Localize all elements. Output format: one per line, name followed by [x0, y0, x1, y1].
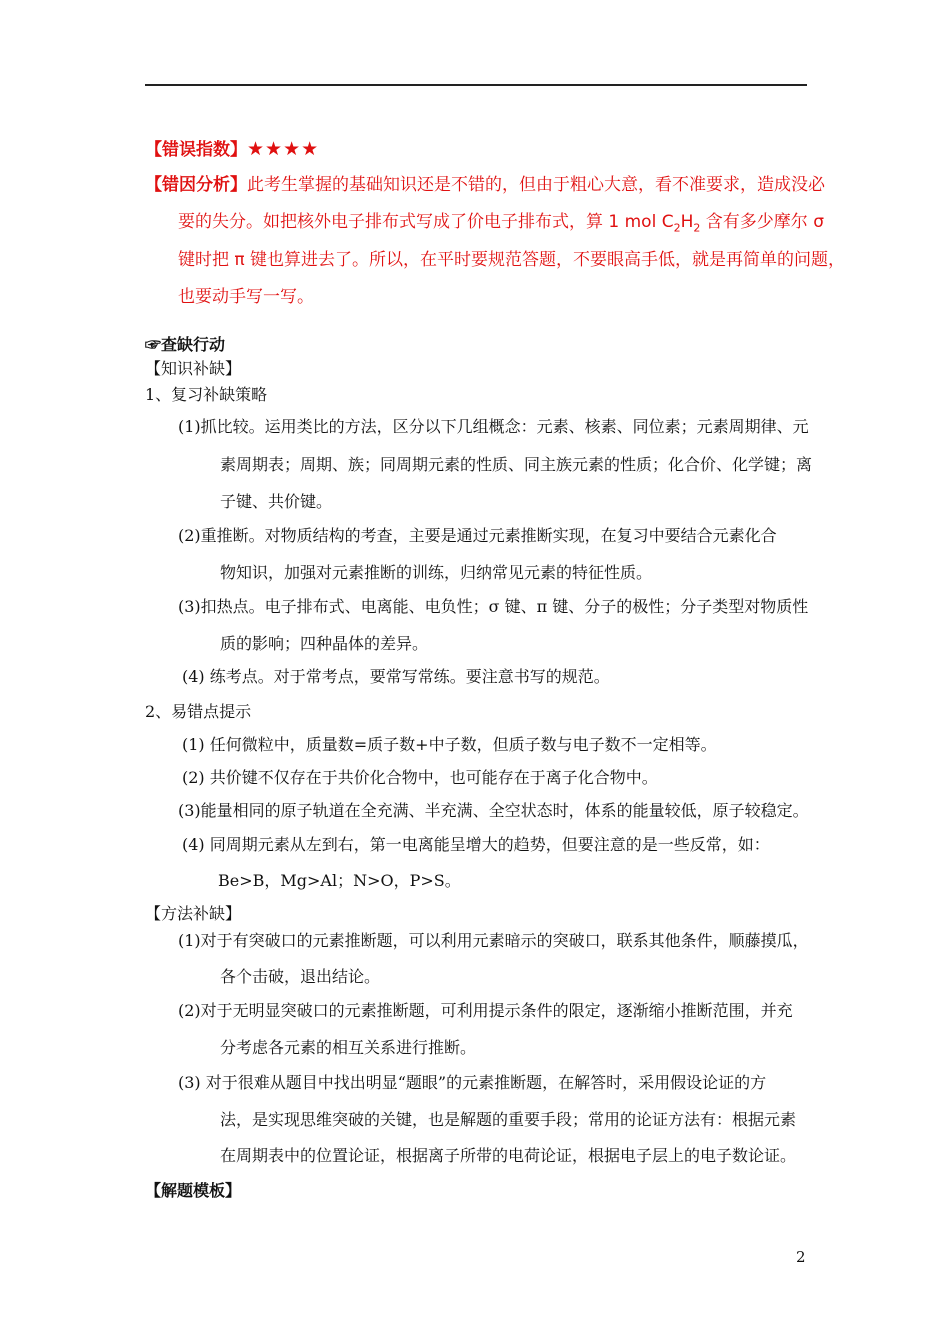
- pitfall-item-4-line-1: (4) 同周期元素从左到右，第一电离能呈增大的趋势，但要注意的是一些反常，如：: [182, 835, 770, 854]
- review-item-1-line-1: (1)抓比较。运用类比的方法，区分以下几组概念：元素、核素、同位素；元素周期律、元: [178, 417, 809, 436]
- review-item-4: (4) 练考点。对于常考点，要常写常练。要注意书写的规范。: [182, 667, 610, 686]
- error-analysis-line-3: 键时把 π 键也算进去了。所以，在平时要规范答题，不要眼高手低，就是再简单的问题，: [178, 250, 846, 270]
- error-analysis-label: 【错因分析】: [145, 175, 247, 195]
- page-number: 2: [796, 1248, 806, 1266]
- review-item-3-line-2: 质的影响；四种晶体的差异。: [220, 634, 429, 653]
- error-analysis-line-4: 也要动手写一写。: [178, 287, 314, 307]
- method-heading: 【方法补缺】: [145, 904, 242, 923]
- error-analysis-line-1: 【错因分析】此考生掌握的基础知识还是不错的，但由于粗心大意，看不准要求，造成没必: [145, 175, 825, 195]
- knowledge-heading: 【知识补缺】: [145, 359, 242, 378]
- review-item-1-line-3: 子键、共价键。: [220, 492, 333, 511]
- section-title: ☞查缺行动: [145, 335, 226, 354]
- pitfall-item-4-line-2: Be>B，Mg>Al；N>O，P>S。: [218, 871, 461, 890]
- method-item-1-line-1: (1)对于有突破口的元素推断题，可以利用元素暗示的突破口，联系其他条件，顺藤摸瓜，: [178, 931, 809, 950]
- pitfall-item-2: (2) 共价键不仅存在于共价化合物中，也可能存在于离子化合物中。: [182, 768, 658, 787]
- error-index-label: 【错误指数】: [145, 140, 247, 160]
- review-title: 1、复习补缺策略: [145, 385, 268, 404]
- method-item-3-line-2: 法，是实现思维突破的关键，也是解题的重要手段；常用的论证方法有：根据元素: [220, 1110, 797, 1129]
- template-heading: 【解题模板】: [145, 1181, 242, 1200]
- pitfalls-title: 2、易错点提示: [145, 702, 252, 721]
- error-analysis-line-2: 要的失分。如把核外电子排布式写成了价电子排布式，算 1 mol $C_2H_2$ 含有多少摩尔 σ: [178, 212, 824, 235]
- rating-stars: ★★★★: [247, 138, 320, 160]
- review-item-1-line-2: 素周期表；周期、族；同周期元素的性质、同主族元素的性质；化合价、化学键；离: [220, 455, 813, 474]
- review-item-2-line-2: 物知识，加强对元素推断的训练，归纳常见元素的特征性质。: [220, 563, 653, 582]
- method-item-1-line-2: 各个击破，退出结论。: [220, 967, 381, 986]
- method-item-3-line-3: 在周期表中的位置论证，根据离子所带的电荷论证，根据电子层上的电子数论证。: [220, 1146, 797, 1165]
- error-index-line: [145, 138, 319, 161]
- header-rule: [145, 84, 807, 86]
- review-item-3-line-1: (3)扣热点。电子排布式、电离能、电负性；σ 键、π 键、分子的极性；分子类型对物质性: [178, 597, 809, 616]
- review-item-2-line-1: (2)重推断。对物质结构的考查，主要是通过元素推断实现，在复习中要结合元素化合: [178, 526, 777, 545]
- method-item-2-line-2: 分考虑各元素的相互关系进行推断。: [220, 1038, 477, 1057]
- method-item-3-line-1: (3) 对于很难从题目中找出明显“题眼”的元素推断题，在解答时，采用假设论证的方: [178, 1073, 767, 1092]
- pitfall-item-1: (1) 任何微粒中，质量数=质子数+中子数，但质子数与电子数不一定相等。: [182, 735, 717, 754]
- method-item-2-line-1: (2)对于无明显突破口的元素推断题，可利用提示条件的限定，逐渐缩小推断范围，并充: [178, 1001, 793, 1020]
- pitfall-item-3: (3)能量相同的原子轨道在全充满、半充满、全空状态时，体系的能量较低，原子较稳定。: [178, 801, 809, 820]
